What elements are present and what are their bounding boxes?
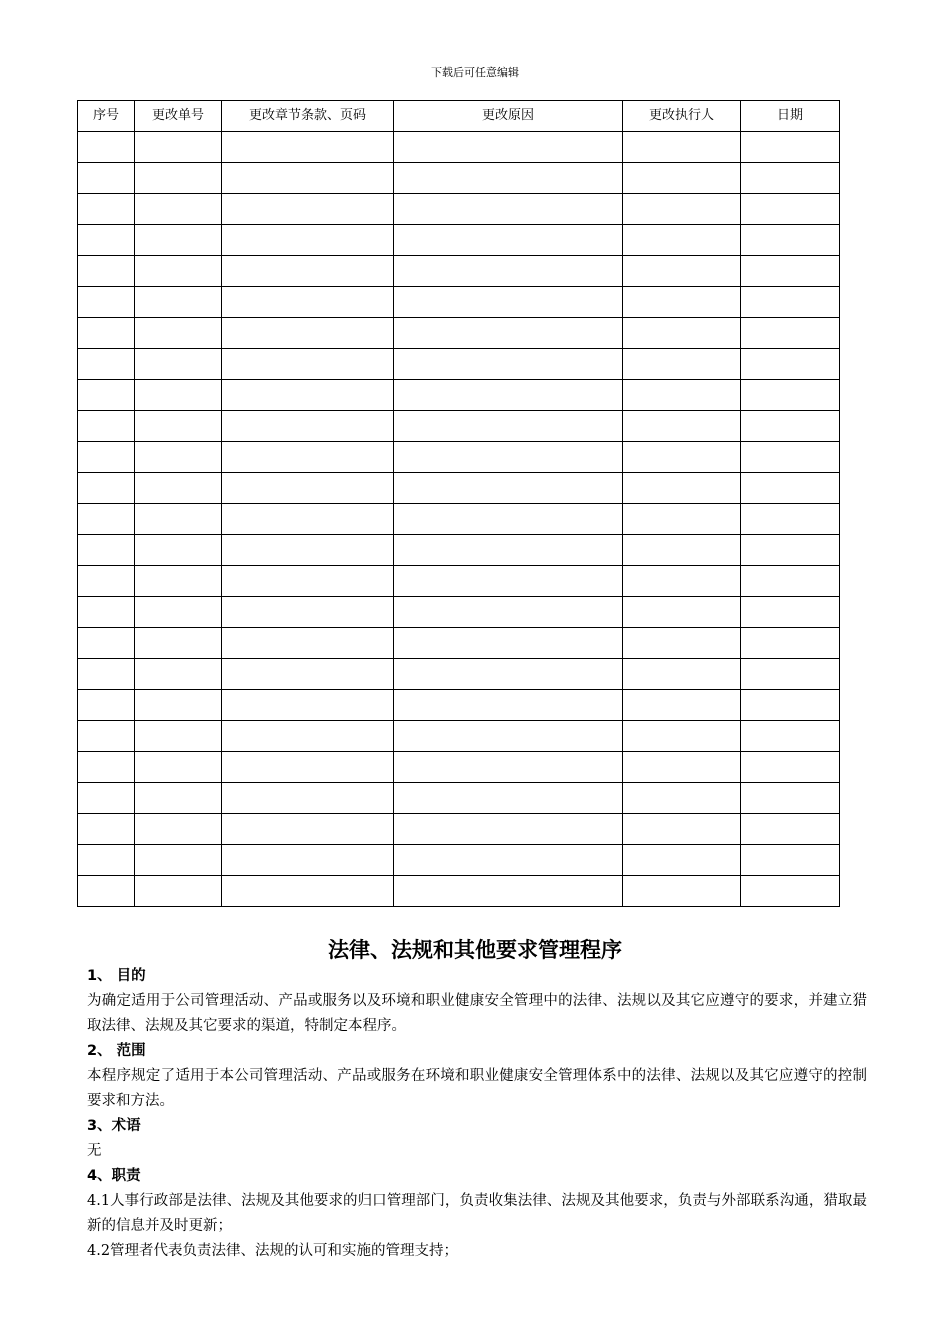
table-row [78,194,840,225]
table-row [78,287,840,318]
table-cell [741,473,840,504]
column-header-executor: 更改执行人 [623,101,741,132]
table-row [78,473,840,504]
table-cell [78,194,135,225]
table-cell [135,752,222,783]
table-cell [394,597,623,628]
table-cell [394,442,623,473]
table-cell [222,535,394,566]
table-cell [394,628,623,659]
section-paragraph: 为确定适用于公司管理活动、产品或服务以及环境和职业健康安全管理中的法律、法规以及其它应遵守的要求，并建立猎取法律、法规及其它要求的渠道，特制定本程序。 [87,993,867,1034]
table-cell [394,473,623,504]
table-cell [135,256,222,287]
table-row [78,442,840,473]
table-cell [222,845,394,876]
table-row [78,628,840,659]
table-cell [135,876,222,907]
table-cell [623,814,741,845]
table-cell [135,411,222,442]
table-cell [222,132,394,163]
table-row [78,690,840,721]
table-body [78,132,840,907]
table-cell [741,597,840,628]
table-cell [222,752,394,783]
table-cell [741,690,840,721]
header-note: 下载后可任意编辑 [431,66,519,79]
section-heading-responsibilities: 4、职责 [87,1168,141,1184]
table-cell [741,225,840,256]
table-cell [623,876,741,907]
table-cell [623,783,741,814]
table-cell [222,411,394,442]
table-cell [78,442,135,473]
table-cell [623,845,741,876]
table-cell [135,225,222,256]
table-cell [222,721,394,752]
table-cell [741,721,840,752]
table-row [78,721,840,752]
table-cell [394,752,623,783]
table-cell [78,628,135,659]
table-cell [135,473,222,504]
table-cell [623,504,741,535]
table-cell [78,504,135,535]
table-cell [741,814,840,845]
table-cell [135,132,222,163]
table-cell [222,690,394,721]
table-cell [741,442,840,473]
table-cell [623,194,741,225]
table-cell [135,504,222,535]
table-cell [741,411,840,442]
column-header-section: 更改章节条款、页码 [222,101,394,132]
table-cell [135,721,222,752]
table-cell [623,566,741,597]
table-cell [623,318,741,349]
table-cell [394,287,623,318]
change-log-table [77,100,840,907]
table-cell [222,628,394,659]
table-cell [222,783,394,814]
table-cell [741,535,840,566]
table-row [78,814,840,845]
table-cell [222,659,394,690]
table-cell [78,752,135,783]
table-cell [394,876,623,907]
table-cell [394,535,623,566]
table-cell [222,566,394,597]
table-cell [222,504,394,535]
table-cell [623,256,741,287]
table-row [78,845,840,876]
table-row [78,318,840,349]
table-cell [222,225,394,256]
table-cell [135,535,222,566]
section-heading-terms: 3、术语 [87,1118,141,1134]
table-cell [623,163,741,194]
table-cell [222,163,394,194]
table-cell [78,597,135,628]
table-cell [78,349,135,380]
table-cell [135,628,222,659]
table-cell [623,535,741,566]
table-cell [394,721,623,752]
table-row [78,225,840,256]
table-row [78,752,840,783]
table-cell [623,380,741,411]
table-cell [78,814,135,845]
table-cell [623,132,741,163]
column-header-date: 日期 [741,101,840,132]
table-cell [222,194,394,225]
table-cell [394,690,623,721]
table-cell [741,845,840,876]
table-cell [623,411,741,442]
table-cell [135,597,222,628]
table-cell [623,287,741,318]
table-cell [78,783,135,814]
table-cell [78,535,135,566]
table-cell [78,380,135,411]
table-cell [222,256,394,287]
table-cell [623,349,741,380]
section-paragraph: 4.2管理者代表负责法律、法规的认可和实施的管理支持； [87,1243,459,1259]
table-cell [222,473,394,504]
table-cell [135,380,222,411]
table-cell [135,287,222,318]
table-cell [394,225,623,256]
table-cell [741,876,840,907]
table-cell [394,845,623,876]
table-cell [135,318,222,349]
table-cell [623,225,741,256]
table-row [78,783,840,814]
section-heading-purpose: 1、 目的 [87,968,146,984]
table-cell [394,504,623,535]
table-cell [741,659,840,690]
document-body [87,964,867,1264]
table-cell [394,783,623,814]
column-header-change-no: 更改单号 [135,101,222,132]
table-cell [394,256,623,287]
table-cell [135,163,222,194]
table-cell [78,287,135,318]
table-cell [135,783,222,814]
table-cell [78,318,135,349]
table-cell [222,349,394,380]
section-paragraph: 无 [87,1143,102,1159]
table-cell [78,256,135,287]
table-cell [78,566,135,597]
table-cell [623,690,741,721]
table-cell [135,566,222,597]
table-cell [623,473,741,504]
table-row [78,504,840,535]
table-cell [394,566,623,597]
table-row [78,349,840,380]
table-cell [78,225,135,256]
table-row [78,256,840,287]
table-cell [78,659,135,690]
section-paragraph: 本程序规定了适用于本公司管理活动、产品或服务在环境和职业健康安全管理体系中的法律、法规以及其它应遵守的控制要求和方法。 [87,1068,867,1109]
table-cell [394,318,623,349]
table-cell [78,876,135,907]
table-cell [623,752,741,783]
document-title: 法律、法规和其他要求管理程序 [328,938,622,962]
table-cell [741,783,840,814]
table-cell [741,163,840,194]
table-cell [741,380,840,411]
table-cell [222,442,394,473]
table-cell [623,597,741,628]
table-cell [78,411,135,442]
table-cell [741,318,840,349]
section-heading-scope: 2、 范围 [87,1043,146,1059]
table-row [78,380,840,411]
table-cell [741,287,840,318]
table-cell [394,194,623,225]
table-cell [741,256,840,287]
column-header-seq: 序号 [78,101,135,132]
table-row [78,566,840,597]
table-cell [394,814,623,845]
table-cell [135,690,222,721]
table-row [78,535,840,566]
table-cell [394,163,623,194]
table-cell [222,287,394,318]
table-cell [394,349,623,380]
column-header-reason: 更改原因 [394,101,623,132]
table-cell [135,349,222,380]
table-cell [394,411,623,442]
table-cell [78,845,135,876]
table-cell [222,380,394,411]
table-row [78,163,840,194]
table-cell [741,504,840,535]
table-cell [623,659,741,690]
table-cell [135,194,222,225]
table-row [78,597,840,628]
table-cell [741,349,840,380]
table-cell [135,442,222,473]
table-cell [394,132,623,163]
table-cell [78,690,135,721]
table-cell [623,442,741,473]
table-cell [78,473,135,504]
table-cell [222,597,394,628]
table-cell [741,194,840,225]
table-cell [741,752,840,783]
table-cell [222,318,394,349]
table-cell [741,566,840,597]
table-cell [623,628,741,659]
table-cell [135,659,222,690]
table-row [78,876,840,907]
table-cell [741,628,840,659]
table-cell [222,814,394,845]
table-row [78,659,840,690]
table-row [78,411,840,442]
table-cell [135,845,222,876]
table-cell [78,132,135,163]
table-cell [394,380,623,411]
table-cell [135,814,222,845]
table-cell [78,721,135,752]
table-cell [623,721,741,752]
table-header-row [78,101,840,132]
table-row [78,132,840,163]
table-cell [222,876,394,907]
section-paragraph: 4.1人事行政部是法律、法规及其他要求的归口管理部门，负责收集法律、法规及其他要求，负责与外部联系沟通，猎取最新的信息并及时更新； [87,1193,867,1234]
table-cell [78,163,135,194]
table-cell [394,659,623,690]
table-cell [741,132,840,163]
